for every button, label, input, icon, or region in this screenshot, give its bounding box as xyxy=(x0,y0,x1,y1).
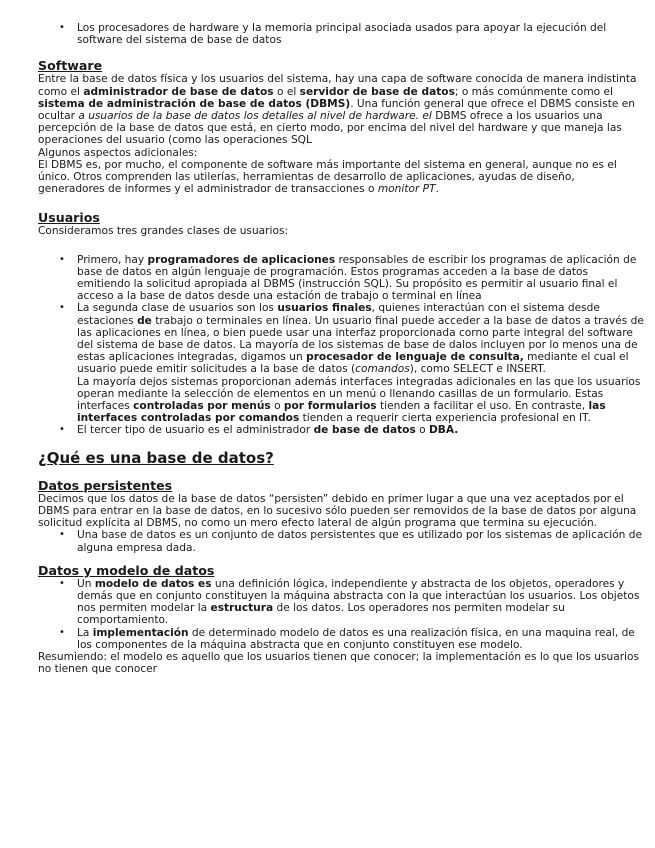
persistentes-paragraph: Decimos que los datos de la base de datos “persisten” debido en primer lugar a que una vez aceptados por el DBMS para entrar en la base de datos, en lo sucesivo sólo pueden ser removidos de la base de datos por alguna solicitud explícita al DBMS, no como un mero efecto lateral de algún programa que termina su ejecución. xyxy=(38,492,637,530)
resumen-paragraph: Resumiendo: el modelo es aquello que los usuarios tienen que conocer; la implementación es lo que los usuarios no tienen que conocer xyxy=(38,650,640,676)
list-item: • Los procesadores de hardware y la memoria principal asociada usados para apoyar la ejecución del software del sistema de base de datos xyxy=(38,22,644,46)
software-aspects-label: Algunos aspectos adicionales: xyxy=(38,146,198,159)
software-dbms-paragraph: El DBMS es, por mucho, el componente de software más importante del sistema en general, aunque no es el único. Otros comprenden las utilerías, herramientas de desarrollo de aplicaciones, ayudas de diseño, generadores de informes y el administrador de transacciones o monitor PT. xyxy=(38,158,617,196)
modelo-list xyxy=(38,578,644,651)
persistentes-list xyxy=(38,529,644,553)
list-item: • La implementación de determinado modelo de datos es una realización física, en una maquina real, de los componentes de la máquina abstracta que en conjunto constituyen ese modelo. xyxy=(38,627,644,651)
software-paragraph: Entre la base de datos física y los usuarios del sistema, hay una capa de software conocida de manera indistinta como el administrador de base de datos o el servidor de base de datos; o más comúnmente como el sistema de administración de base de datos (DBMS). Una función general que ofrece el DBMS consiste en ocultar a usuarios de la base de datos los detalles al nivel de hardware. el DBMS ofrece a los usuarios una percepción de la base de datos que está, en cierto modo, por encima del nivel del hardware y que maneja las operaciones del usuario (como las operaciones SQL xyxy=(38,73,637,147)
usuarios-intro: Consideramos tres grandes clases de usuarios: xyxy=(38,225,289,238)
document-page xyxy=(38,22,644,675)
section-heading-usuarios: Usuarios xyxy=(38,210,100,226)
list-item: • Un modelo de datos es una definición lógica, independiente y abstracta de los objetos, operadores y demás que en conjunto constituyen la máquina abstracta con la que interactúan los usuarios. Los objetos nos permiten modelar la estructura de los datos. Los operadores nos permiten modelar su comportamiento. xyxy=(38,578,644,627)
list-item: • Primero, hay programadores de aplicaciones responsables de escribir los programas de aplicación de base de datos en algún lenguaje de programación. Estos programas acceden a la base de datos emitiendo la solicitud apropiada al DBMS (instrucción SQL). Su propósito es permitir al usuario final el acceso a la base de datos desde una estación de trabajo o terminal en línea xyxy=(38,254,644,303)
list-item: • El tercer tipo de usuario es el administrador de base de datos o DBA. xyxy=(38,424,644,436)
section-heading-software: Software xyxy=(38,58,103,74)
section-heading-que-es: ¿Qué es una base de datos? xyxy=(38,448,274,467)
list-item: • Una base de datos es un conjunto de datos persistentes que es utilizado por los sistemas de aplicación de alguna empresa dada. xyxy=(38,529,644,553)
section-heading-modelo: Datos y modelo de datos xyxy=(38,562,215,578)
hardware-list xyxy=(38,22,644,46)
list-item: • La segunda clase de usuarios son los usuarios finales, quienes interactúan con el sistema desde estaciones de trabajo o terminales en línea. Un usuario final puede acceder a la base de datos a través de las aplicaciones en línea, o bien puede usar una interfaz proporcionada corno parte integral del software del sistema de base de datos. La mayoría de los sistemas de base de dalos incluyen por lo menos una de estas aplicaciones integradas, digamos un procesador de lenguaje de consulta, mediante el cual el usuario puede emitir solicitudes a la base de datos (comandos), como SELECT e INSERT. La mayoría dejos sistemas proporcionan además interfaces integradas adicionales en las que los usuarios operan mediante la selección de elementos en un menú o llenando casillas de un formulario. Estas interfaces controladas por menús o por formularios tienden a facilitar el uso. En contraste, las interfaces controladas por comandos tienden a requerir cierta experiencia profesional en IT. xyxy=(38,302,644,424)
section-heading-persistentes: Datos persistentes xyxy=(38,477,173,493)
usuarios-list xyxy=(38,254,644,437)
